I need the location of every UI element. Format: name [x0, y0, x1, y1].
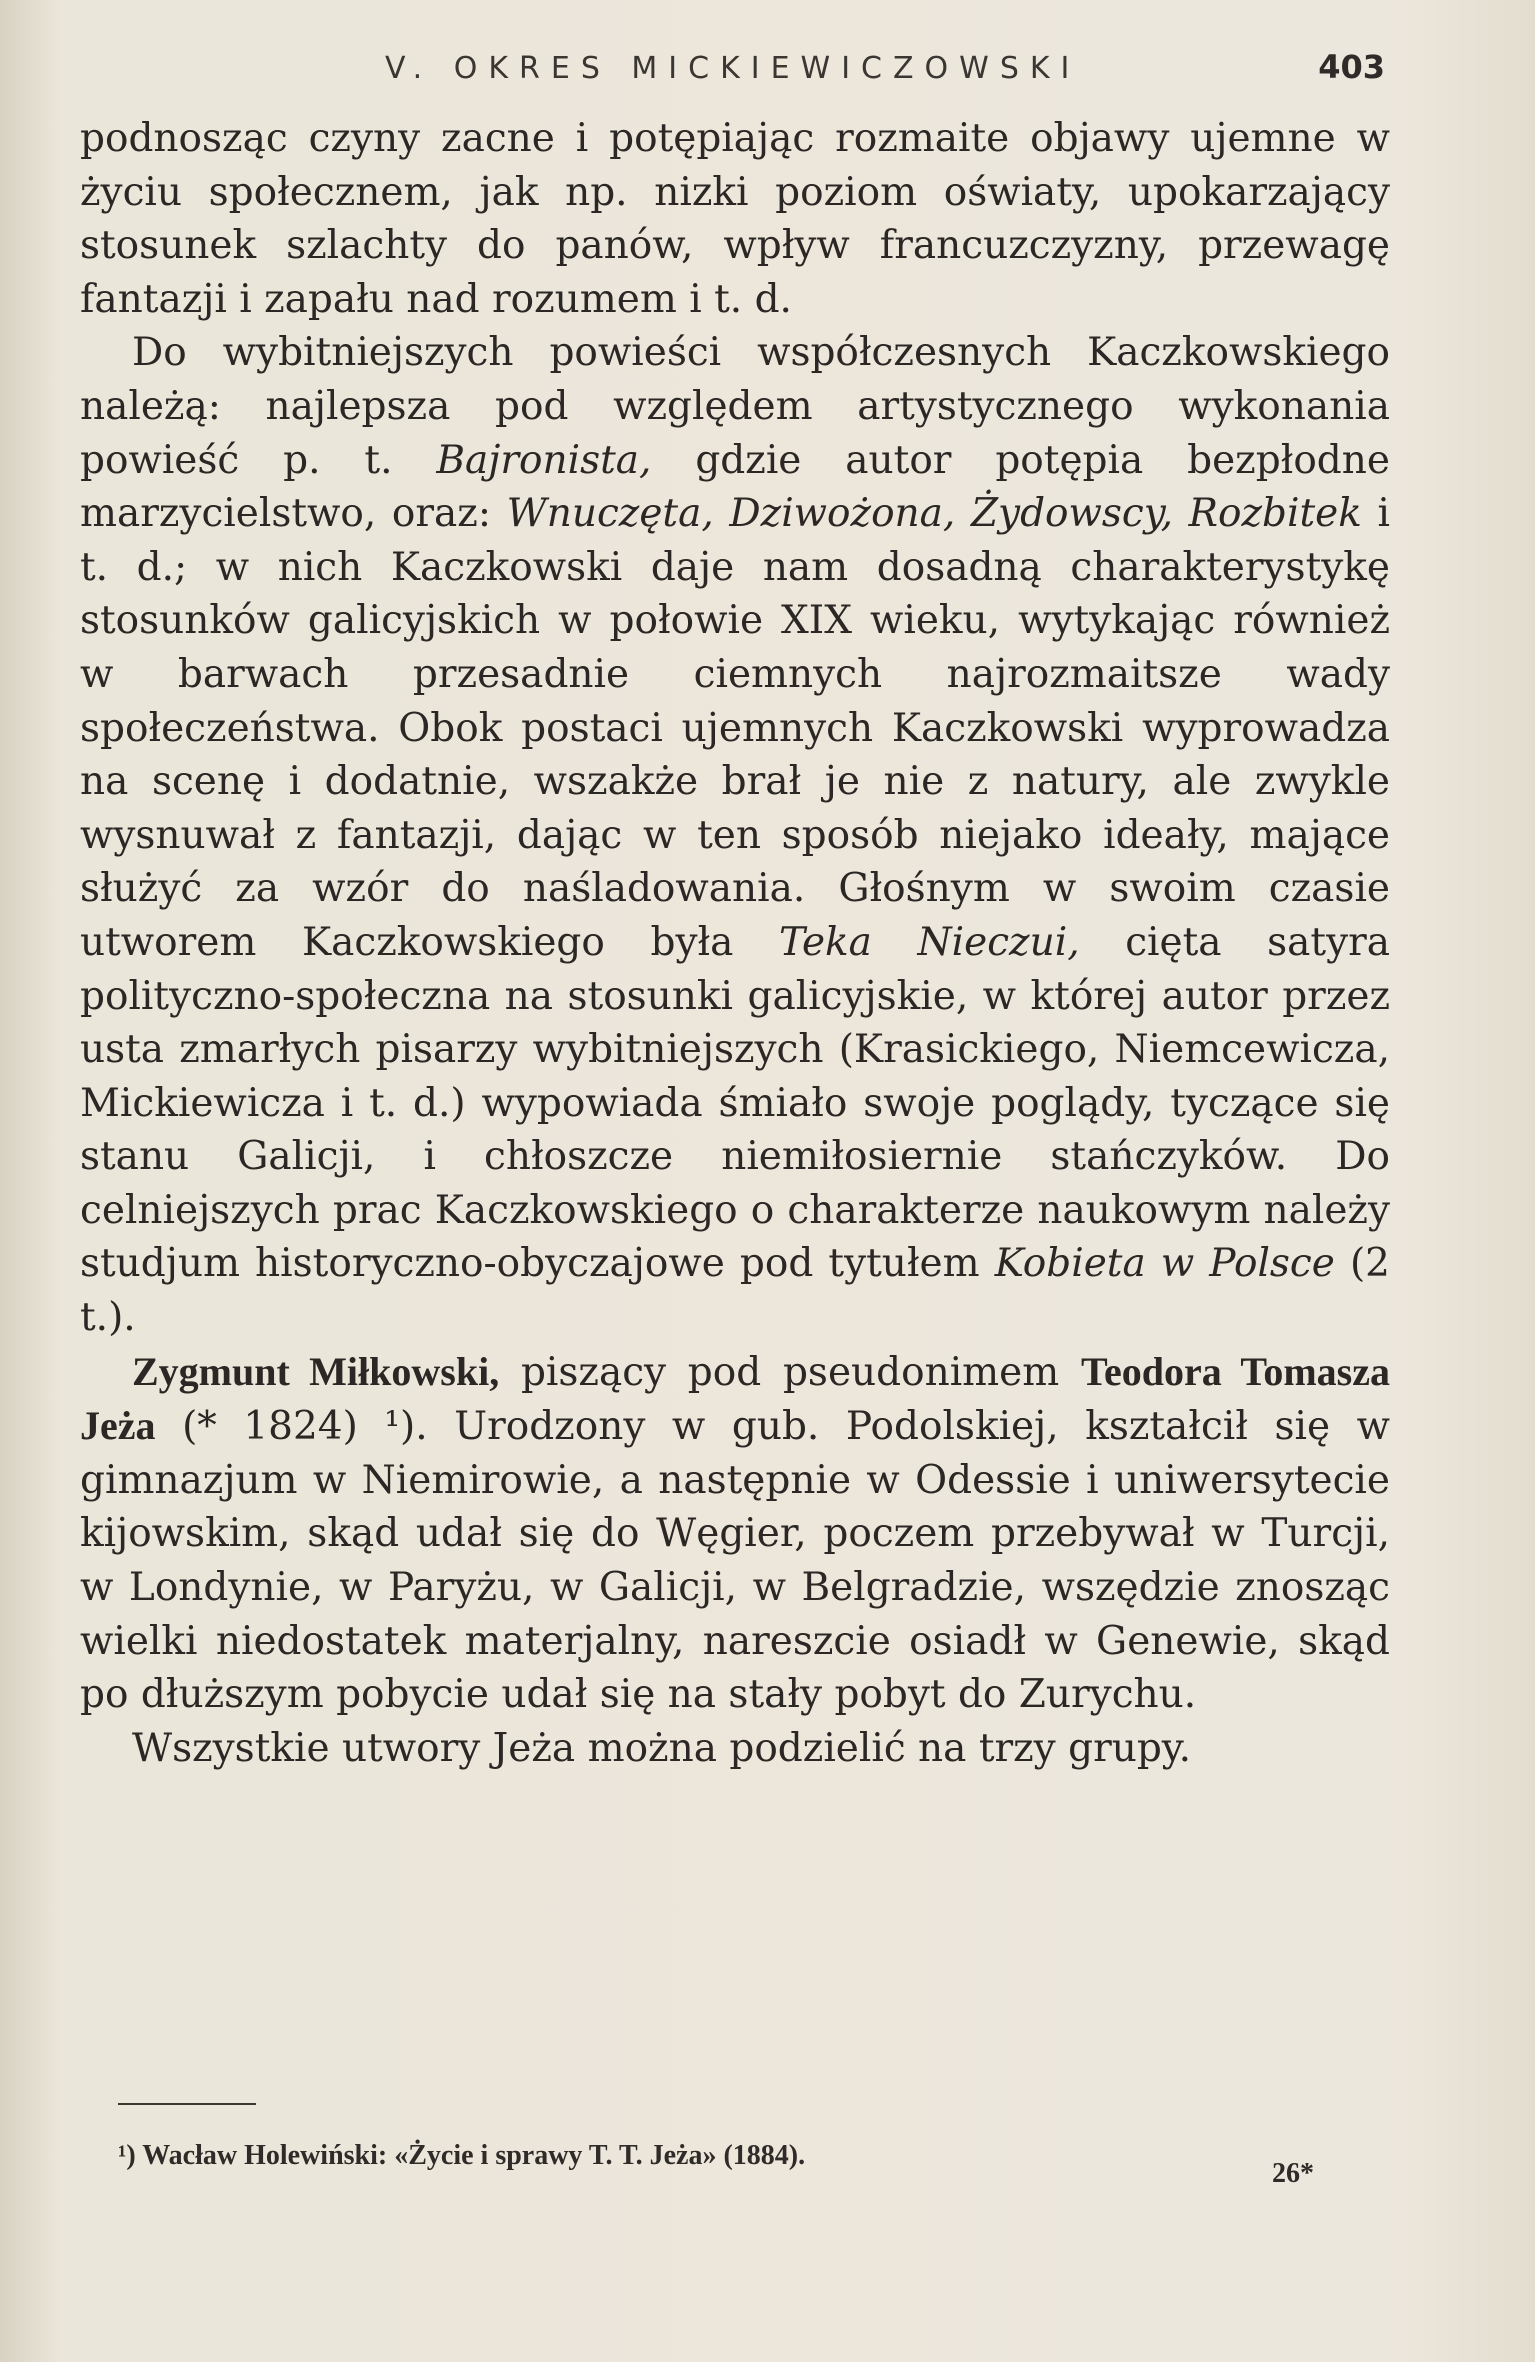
printer-signature: 26*	[1272, 2158, 1314, 2189]
titles-novels: Wnuczęta, Dziwożona, Żydowscy, Rozbitek	[506, 491, 1362, 537]
paragraph-2-text-g: cięta satyra polityczno-społeczna na stosunki galicyjskie, w której autor przez usta zmarłych pisarzy wybitniejszych (Krasickiego, Niemcewicza, Mickiewicza i t. d.) wypowiada śmiało swoje poglądy, tyczące się stanu Galicji, i chłoszcze niemiłosiernie stańczyków. Do celniejszych prac Kaczkowskiego o charakterze naukowym należy studjum historyczno-obyczajowe pod tytułem	[80, 919, 1391, 1287]
page-header	[385, 48, 1385, 98]
paragraph-3-text-b: (* 1824) ¹). Urodzony w gub. Podolskiej, kształcił się w gimnazjum w Niemirowie, a następnie w Odessie i uniwersytecie kijowskim, skąd udał się do Węgier, poczem przebywał w Turcji, w Londynie, w Paryżu, w Galicji, w Belgradzie, wszędzie znosząc wielki niedostatek materjalny, nareszcie osiadł w Genewie, skąd po dłuższym pobycie udał się na stały pobyt do Zurychu.	[80, 1404, 1390, 1718]
paragraph-2-text-e: i t. d.; w nich Kaczkowski daje nam dosadną charakterystykę stosunków galicyjskich w połowie XIX wieku, wytykając również w barwach przesadnie ciemnych najrozmaitsze wady społeczeństwa. Obok postaci ujemnych Kaczkowski wyprowadza na scenę i dodatnie, wszakże brał je nie z natury, ale zwykle wysnuwał z fantazji, dając w ten sposób niejako ideały, mające służyć za wzór do naśladowania. Głośnym w swoim czasie utworem Kaczkowskiego była	[80, 491, 1391, 965]
paragraph-2	[80, 326, 1390, 1344]
body-text	[80, 112, 1390, 1775]
page-number: 403	[1318, 48, 1385, 86]
title-teka-nieczui: Teka Nieczui,	[778, 919, 1080, 965]
author-name: Zygmunt Miłkowski,	[132, 1348, 500, 1394]
footnote-divider	[118, 2103, 256, 2105]
paragraph-3-text-a: piszący pod pseudonimem	[499, 1349, 1081, 1395]
paragraph-3	[80, 1345, 1390, 1722]
paragraph-1: podnosząc czyny zacne i potępiając rozmaite objawy ujemne w życiu społecznem, jak np. nizki poziom oświaty, upokarzający stosunek szlachty do panów, wpływ francuzczyzny, przewagę fantazji i zapału nad rozumem i t. d.	[80, 116, 1390, 322]
footnote: ¹) Wacław Holewiński: «Życie i sprawy T. T. Jeża» (1884).	[118, 2140, 806, 2171]
title-bajronista: Bajronista,	[436, 437, 652, 483]
paragraph-4: Wszystkie utwory Jeża można podzielić na trzy grupy.	[132, 1725, 1192, 1771]
paragraph-2-text-a: Do wybitniejszych powieści współczesnych Kaczkowskiego należą: najlepsza pod względem artystycznego wykonania powieść p. t.	[80, 330, 1390, 483]
paragraph-2-text-c: gdzie autor potępia bezpłodne marzycielstwo, oraz:	[80, 437, 1390, 537]
running-title: V. OKRES MICKIEWICZOWSKI	[385, 51, 1081, 86]
paragraph-2-text-i: (2 t.).	[80, 1241, 1390, 1341]
title-kobieta-w-polsce: Kobieta w Polsce	[994, 1241, 1335, 1287]
author-pseudonym: Teodora Tomasza Jeża	[80, 1348, 1390, 1449]
